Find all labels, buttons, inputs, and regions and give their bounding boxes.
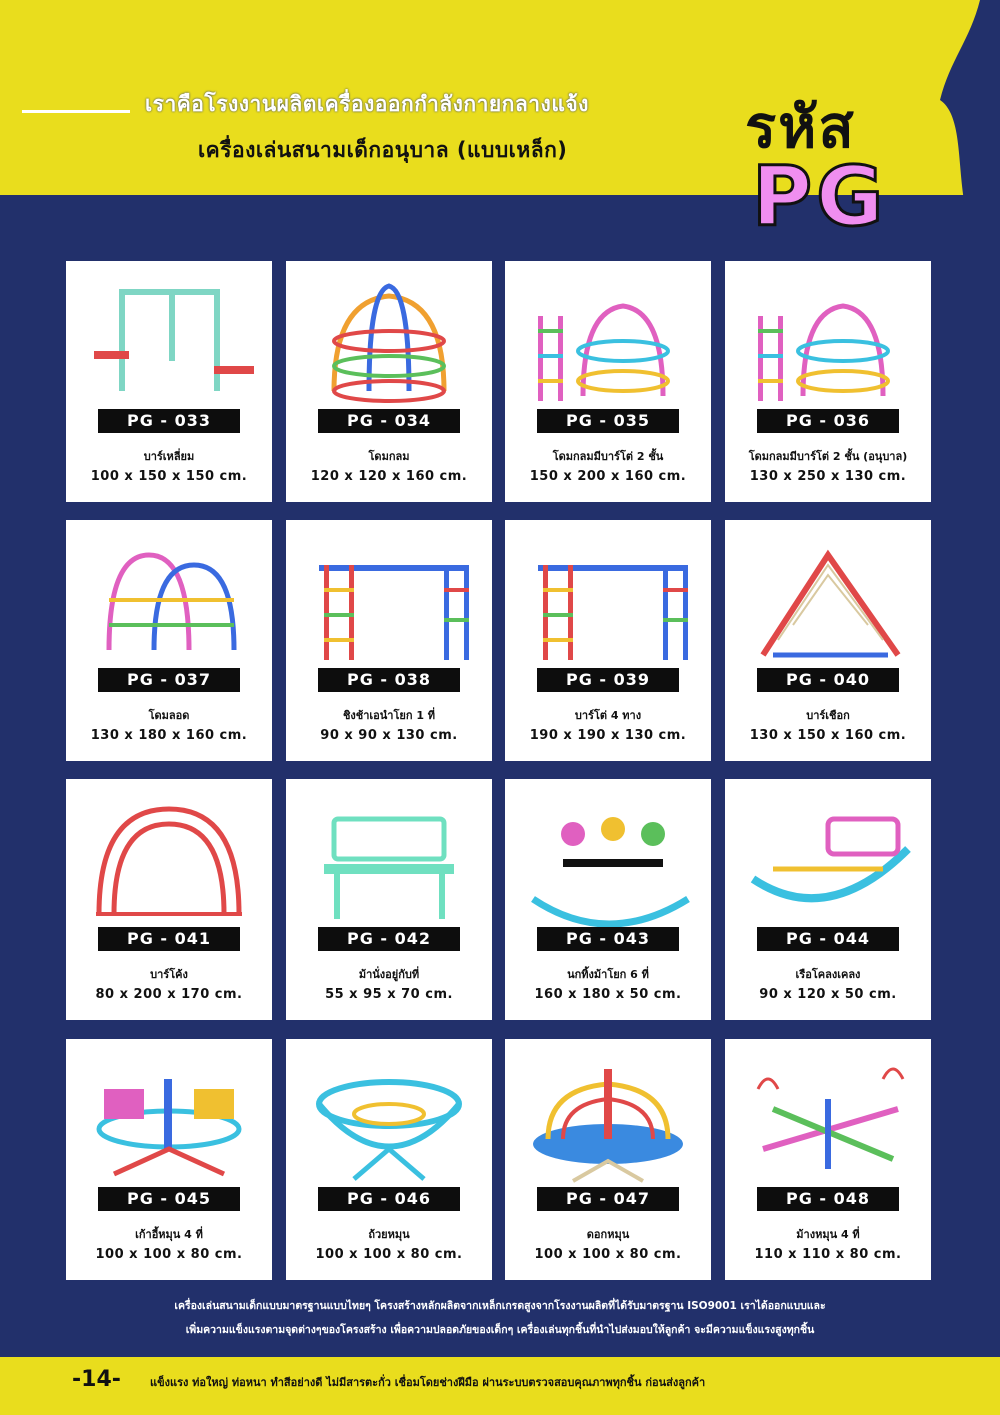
product-card: [505, 1039, 711, 1280]
spinner-icon: [733, 1049, 923, 1187]
footer-line-1: เครื่องเล่นสนามเด็กแบบมาตรฐานแบบไทยๆ โครงสร้างหลักผลิตจากเหล็กเกรดสูงจากโรงงานผลิตที่ได้รับมาตรฐาน ISO9001 เราได้ออกแบบและ: [174, 1300, 826, 1312]
header-rule: [22, 110, 130, 113]
product-name: โดมลอด: [148, 709, 190, 722]
product-code: PG - 044: [757, 927, 899, 951]
product-card: [66, 779, 272, 1020]
product-size: 90 x 90 x 130 cm.: [320, 728, 458, 743]
product-size: 190 x 190 x 130 cm.: [529, 728, 687, 743]
product-size: 100 x 100 x 80 cm.: [95, 1247, 243, 1262]
rocking-bird-icon: [513, 789, 703, 927]
product-card: [66, 520, 272, 761]
product-code: PG - 035: [537, 409, 679, 433]
product-code: PG - 046: [318, 1187, 460, 1211]
product-card: [66, 1039, 272, 1280]
product-name: ม้างหมุน 4 ที่: [796, 1228, 860, 1241]
product-name: โดมกลมมีบาร์โต่ 2 ชั้น: [552, 450, 664, 463]
rope-net-icon: [733, 530, 923, 668]
product-size: 90 x 120 x 50 cm.: [759, 987, 897, 1002]
product-name: นกทิ้งม้าโยก 6 ที่: [567, 968, 649, 981]
bench-icon: [294, 789, 484, 927]
tunnel-dome-icon: [74, 530, 264, 668]
spinning-cup-icon: [294, 1049, 484, 1187]
product-card: [725, 261, 931, 502]
product-name: บาร์เหลี่ยม: [143, 450, 195, 463]
product-card: [505, 261, 711, 502]
code-label: รหัส: [745, 93, 856, 161]
product-code: PG - 042: [318, 927, 460, 951]
product-name: ดอกหมุน: [586, 1228, 630, 1241]
code-value: PG: [752, 150, 888, 245]
product-name: โดมกลมมีบาร์โต่ 2 ชั้น (อนุบาล): [748, 450, 908, 463]
product-card: [66, 261, 272, 502]
product-size: 150 x 200 x 160 cm.: [529, 469, 687, 484]
product-name: ม้านั่งอยู่กับที่: [358, 968, 420, 981]
carousel-chair-icon: [74, 1049, 264, 1187]
product-card: [286, 261, 492, 502]
product-code: PG - 036: [757, 409, 899, 433]
product-code: PG - 041: [98, 927, 240, 951]
product-code: PG - 043: [537, 927, 679, 951]
product-card: [725, 779, 931, 1020]
product-name: ชิงช้าเอนำโยก 1 ที่: [342, 709, 436, 722]
product-name: โดมกลม: [368, 450, 410, 463]
product-name: บาร์โค้ง: [150, 968, 188, 981]
slogan: แข็งแรง ท่อใหญ่ ท่อหนา ทำสีอย่างดี ไม่มีสารตะกั่ว เชื่อมโดยช่างฝีมือ ผ่านระบบตรวจสอบคุณภาพทุกชิ้น ก่อนส่งลูกค้า: [150, 1376, 706, 1389]
arch-ladder-icon: [74, 789, 264, 927]
tagline: เราคือโรงงานผลิตเครื่องออกกำลังกายกลางแจ้ง: [145, 92, 589, 116]
footer-line-2: เพิ่มความแข็งแรงตามจุดต่างๆของโครงสร้าง เพื่อความปลอดภัยของเด็กๆ เครื่องเล่นทุกชิ้นที่นำไปส่งมอบให้ลูกค้า จะมีความแข็งแรงสูงทุกชิ้น: [185, 1324, 815, 1336]
product-size: 100 x 150 x 150 cm.: [90, 469, 248, 484]
product-name: บาร์โต่ 4 ทาง: [574, 709, 642, 722]
dome-ladder-icon: [733, 271, 923, 409]
product-size: 120 x 120 x 160 cm.: [310, 469, 468, 484]
product-size: 100 x 100 x 80 cm.: [315, 1247, 463, 1262]
product-code: PG - 047: [537, 1187, 679, 1211]
product-card: [286, 520, 492, 761]
dome-ladder-icon: [513, 271, 703, 409]
product-size: 130 x 250 x 130 cm.: [749, 469, 907, 484]
product-code: PG - 039: [537, 668, 679, 692]
product-code: PG - 048: [757, 1187, 899, 1211]
product-code: PG - 040: [757, 668, 899, 692]
product-size: 80 x 200 x 170 cm.: [95, 987, 243, 1002]
product-size: 100 x 100 x 80 cm.: [534, 1247, 682, 1262]
ladder-bar-icon: [513, 530, 703, 668]
product-name: บาร์เชือก: [806, 709, 850, 722]
product-name: เรือโคลงเคลง: [795, 968, 861, 981]
product-card: [725, 520, 931, 761]
page-number: -14-: [72, 1367, 121, 1392]
product-name: ถ้วยหมุน: [368, 1228, 410, 1241]
product-size: 110 x 110 x 80 cm.: [754, 1247, 902, 1262]
round-dome-icon: [294, 271, 484, 409]
swing-bar-icon: [74, 271, 264, 409]
product-code: PG - 037: [98, 668, 240, 692]
product-code: PG - 033: [98, 409, 240, 433]
bottom-band: [0, 1357, 1000, 1415]
product-card: [505, 520, 711, 761]
product-size: 160 x 180 x 50 cm.: [534, 987, 682, 1002]
product-card: [286, 779, 492, 1020]
merry-go-round-icon: [513, 1049, 703, 1187]
product-code: PG - 045: [98, 1187, 240, 1211]
rocking-boat-icon: [733, 789, 923, 927]
page-subtitle: เครื่องเล่นสนามเด็กอนุบาล (แบบเหล็ก): [198, 138, 568, 162]
product-size: 55 x 95 x 70 cm.: [325, 987, 453, 1002]
product-card: [286, 1039, 492, 1280]
product-size: 130 x 180 x 160 cm.: [90, 728, 248, 743]
product-name: เก้าอี้หมุน 4 ที่: [135, 1228, 203, 1241]
product-card: [505, 779, 711, 1020]
header-curve-decoration: [940, 0, 1000, 250]
product-code: PG - 038: [318, 668, 460, 692]
product-size: 130 x 150 x 160 cm.: [749, 728, 907, 743]
ladder-bar-icon: [294, 530, 484, 668]
product-code: PG - 034: [318, 409, 460, 433]
product-card: [725, 1039, 931, 1280]
